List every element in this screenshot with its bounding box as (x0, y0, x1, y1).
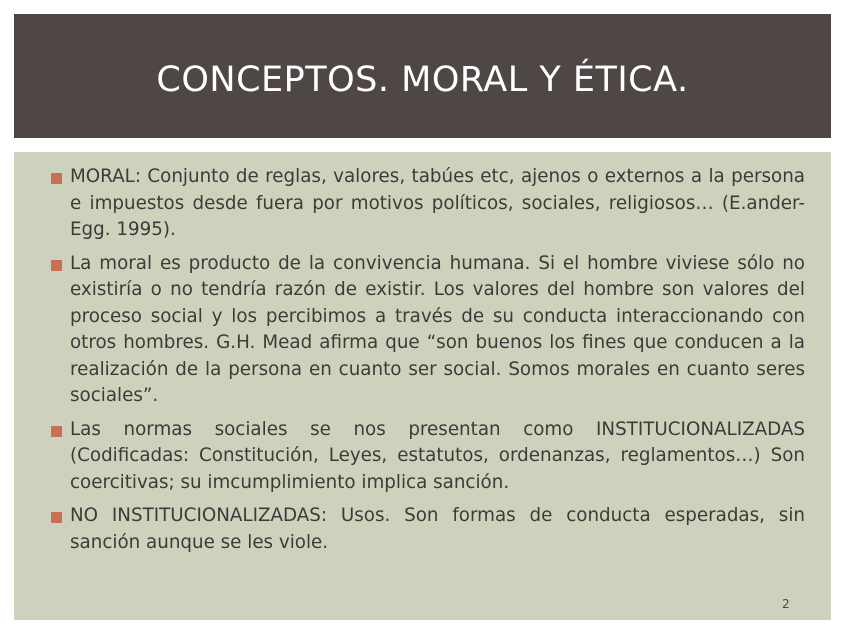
bullet-text: Las normas sociales se nos presentan como INSTITUCIONALIZADAS (Codificadas: Constitución, Leyes, estatutos, ordenanzas, reglamentos…) Son coercitivas; su imcumplimiento implica sanción. (70, 418, 805, 493)
bullet-item (50, 417, 805, 497)
bullet-item (50, 251, 805, 410)
bullet-list (50, 164, 805, 563)
bullet-text: NO INSTITUCIONALIZADAS: Usos. Son formas de conducta esperadas, sin sanción aunque se les viole. (70, 505, 805, 553)
bullet-item (50, 164, 805, 244)
bullet-text: La moral es producto de la convivencia humana. Si el hombre viviese sólo no existiría o no tendría razón de existir. Los valores del hombre son valores del proceso social y los percibimos a través de su conducta interaccionando con otros hombres. G.H. Mead afirma que “son buenos los fines que conducen a la realización de la persona en cuanto ser social. Somos morales en cuanto seres sociales”. (70, 252, 805, 406)
bullet-text: MORAL: Conjunto de reglas, valores, tabúes etc, ajenos o externos a la persona e impuestos desde fuera por motivos políticos, sociales, religiosos… (E.ander-Egg. 1995). (70, 166, 805, 240)
page-number: 2 (782, 597, 790, 611)
title-bar (14, 14, 831, 138)
square-bullet-icon (51, 173, 62, 184)
slide-title: CONCEPTOS. MORAL Y ÉTICA. (156, 60, 689, 100)
square-bullet-icon (51, 260, 62, 271)
square-bullet-icon (51, 512, 62, 523)
bullet-item (50, 503, 805, 556)
square-bullet-icon (51, 426, 62, 437)
